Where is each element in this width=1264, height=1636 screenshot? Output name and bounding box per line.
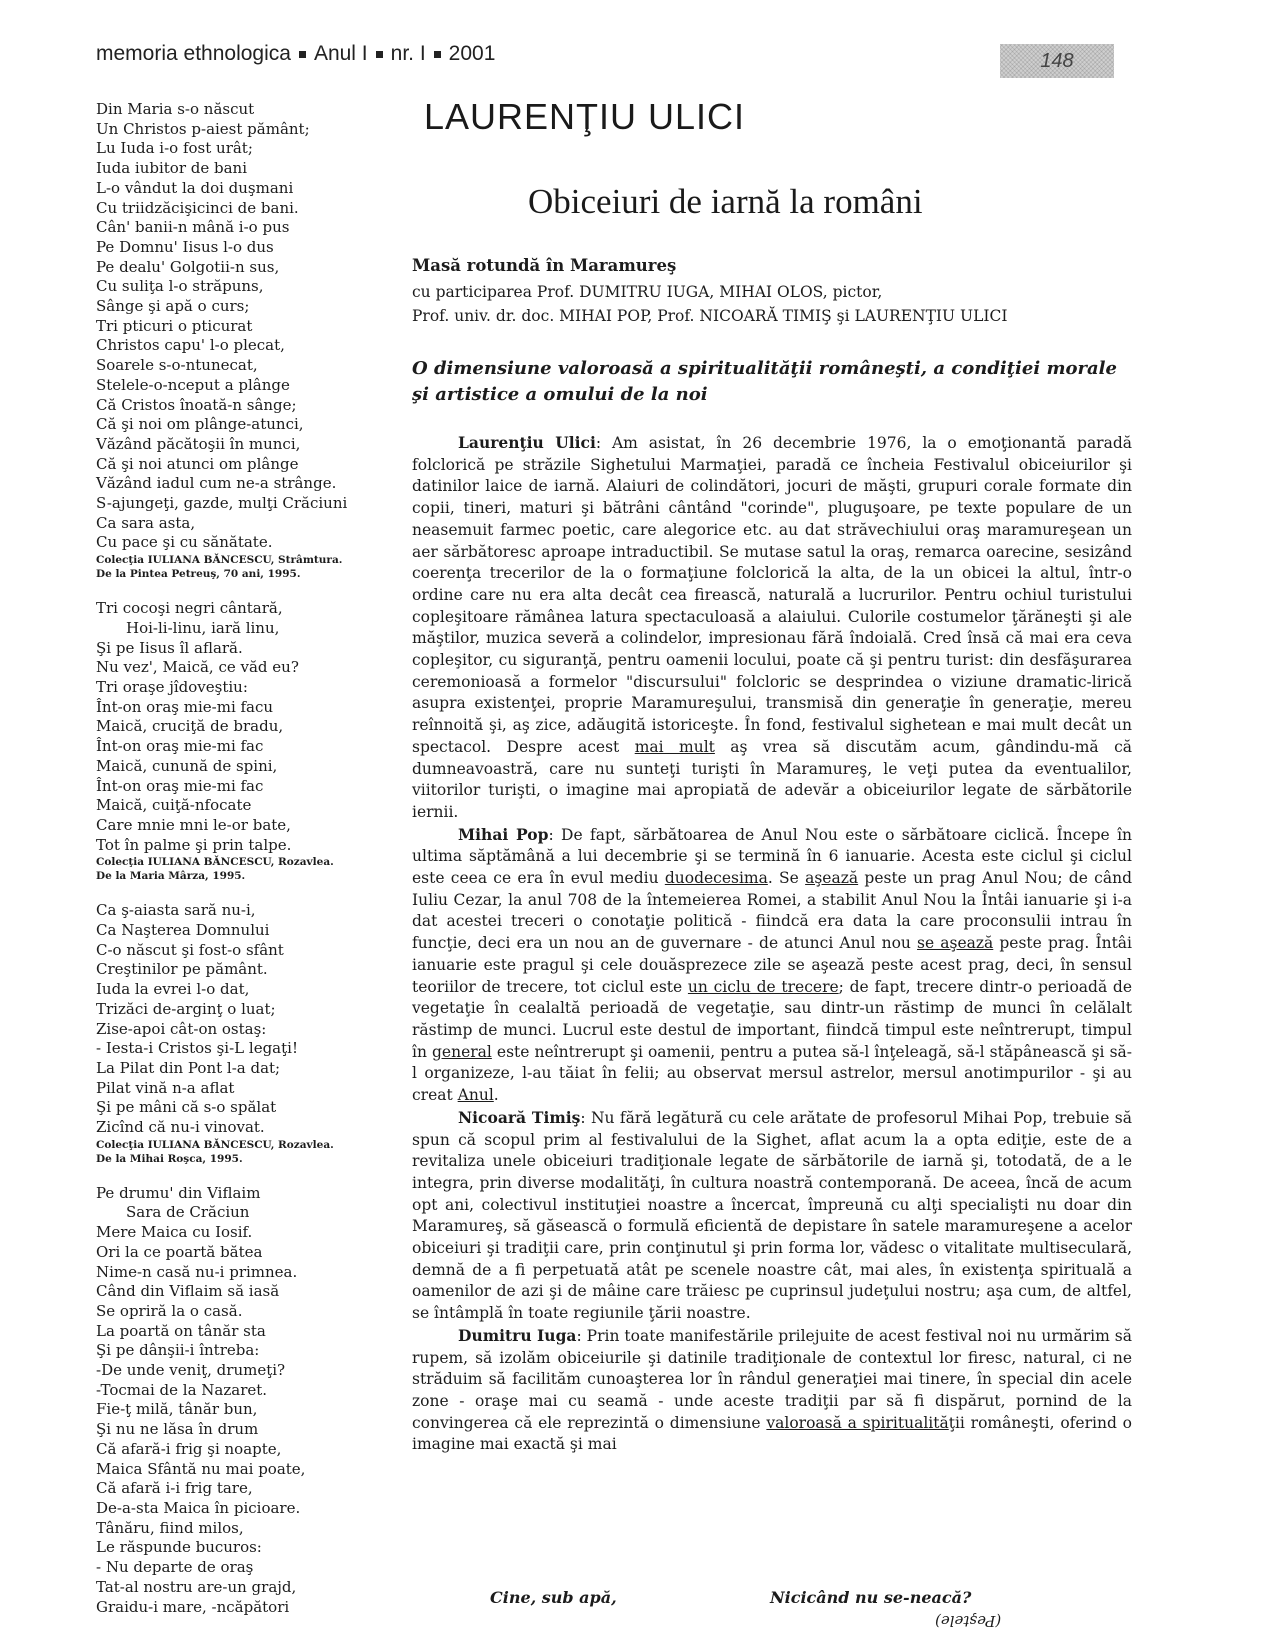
participants-line: cu participarea Prof. DUMITRU IUGA, MIHAI OLOS, pictor, xyxy=(412,283,883,301)
verse-line: Cu pace şi cu sănătate. xyxy=(96,533,273,552)
underlined-text: duodecesima xyxy=(664,869,768,888)
verse-line: Iuda iubitor de bani xyxy=(96,159,248,178)
underlined-text: un ciclu de trecere xyxy=(687,977,839,996)
poem-credit: Colecţia IULIANA BĂNCESCU, Rozavlea. xyxy=(96,856,334,869)
riddle-question-left: Cine, sub apă, xyxy=(490,1588,617,1607)
poems-column xyxy=(96,100,396,1617)
paragraph-iuga: Dumitru Iuga: Prin toate manifestările prilejuite de acest festival noi nu urmărim să rupem, să izolăm obiceiurile şi datinile tradiţionale de contextul lor firesc, natural, ci ne străduim să facilităm cunoaşterea lor în rândul generaţiei mai tinere, în special din acele zone - oraşe mai cu seamă - unde aceste tradiţii par să fi dispărut, pornind de la convingerea că ele reprezintă o dimensiune valoroasă a spiritualităţii româneşti, oferind o imagine mai exactă şi mai xyxy=(412,1325,1132,1454)
paragraph-ulici: Laurenţiu Ulici: Am asistat, în 26 decembrie 1976, la o emoţionantă paradă folclorică pe străzile Sighetului Marmaţiei, paradă ce încheia Festivalul obiceiurilor şi datinilor laice de iarnă. Alaiuri de colindători, jocuri de măşti, grupuri corale formate din copii, tineri, maturi şi bătrâni cântând "corinde", pluguşoare, pe texte populare de un neasemuit farmec poetic, care alegorice etc. au dat străvechiului oraş maramureşean un aer sărbătoresc aproape intraductibil. Se mutase satul la oraş, remarca oarecine, sesizând coerenţa trecerilor de la o formaţiune folclorică la alta, de la un obicei la altul, într-o ordine care nu era alta decât cea firească, naturală a lucrurilor. Pentru ochiul turistului copleşitoare rămânea latura spectaculoasă a alaiului. Culorile costumelor ţărăneşti şi ale măştilor, muzica severă a colindelor, impresionau fără îndoială. Cred însă că mai era ceva copleşitor, cu siguranţă, pentru oamenii locului, poate că şi pentru turist: din desfăşurarea ceremonioasă a formelor "discursului" folcloric se desprindea o viziune dramatic-lirică asupra existenţei, proprie Maramureşului, transmisă din generaţie în generaţie, mereu reînnoită şi, aş zice, adăugită istoriceşte. În fond, festivalul sighetean e mai mult decât un spectacol. Despre acest mai mult aş vrea să discutăm acum, gândindu-mă că dumneavoastră, care nu sunteţi turişti în Maramureş, le veţi putea da eventualilor, viitorilor turişti, o imagine mai apropiată de adevăr a obiceiurilor legate de sărbătorile iernii. xyxy=(412,433,1132,821)
verse-line: Pe dealu' Golgotii-n sus, xyxy=(96,257,280,276)
verse-line: Nu vez', Maică, ce văd eu? xyxy=(96,658,299,677)
verse-line: La Pilat din Pont l-a dat; xyxy=(96,1058,281,1077)
verse-line: Şi pe dânşii-i întreba: xyxy=(96,1341,260,1360)
verse-line: Ca ş-aiasta sară nu-i, xyxy=(96,901,256,920)
verse-line: Din Maria s-o născut xyxy=(96,100,255,118)
poem-credit: De la Maria Mârza, 1995. xyxy=(96,870,246,883)
verse-line: Graidu-i mare, -ncăpători xyxy=(96,1597,290,1616)
verse-line: Sara de Crăciun xyxy=(126,1203,250,1222)
poem-separator xyxy=(96,581,396,599)
poem-3 xyxy=(96,901,396,1165)
verse-line: Şi pe Iisus îl aflară. xyxy=(96,638,243,657)
verse-line: Fie-ţ milă, tânăr bun, xyxy=(96,1400,258,1419)
article-body xyxy=(412,432,1132,1456)
speaker-name: Mihai Pop xyxy=(458,824,549,844)
verse-line: Nime-n casă nu-i primnea. xyxy=(96,1262,298,1281)
square-bullet-icon xyxy=(376,51,383,58)
poem-2 xyxy=(96,599,396,883)
verse-line: -De unde veniţ, drumeţi? xyxy=(96,1361,286,1380)
participants-line: Prof. univ. dr. doc. MIHAI POP, Prof. NICOARĂ TIMIŞ şi LAURENŢIU ULICI xyxy=(412,307,1008,325)
paragraph-pop: Mihai Pop: De fapt, sărbătoarea de Anul Nou este o sărbătoare ciclică. Începe în ultima săptămână a lui decembrie şi se termină în 6 ianuarie. Acesta este ciclul şi ciclul este ceea ce era în evul mediu duodecesima. Se aşează peste un prag Anul Nou; de când Iuliu Cezar, la anul 708 de la întemeierea Romei, a stabilit Anul Nou la Întâi ianuarie şi i-a dat acestei treceri o conotaţie politică - fiindcă era data la care proconsulii intrau în funcţie, deci era un nou an de guvernare - de atunci Anul nou se aşează peste prag. Întâi ianuarie este pragul şi cele douăsprezece zile se aşează peste acest prag, deci, în sensul teoriilor de trecere, tot ciclul este un ciclu de trecere; de fapt, trecere dintr-o perioadă de vegetaţie în cealaltă perioadă de vegetaţie, sau dintr-un răstimp de munci în celălalt răstimp de munci. Lucrul este destul de important, fiindcă timpul este neîntrerupt, timpul în general este neîntrerupt şi oamenii, pentru a putea să-l înţeleagă, să-l stăpânească şi să-l organizeze, l-au tăiat în felii; au observat mersul astrelor, mersul anotimpurilor - şi au creat Anul. xyxy=(412,824,1133,1105)
verse-line: Un Christos p-aiest pământ; xyxy=(96,119,310,138)
verse-line: Înt-on oraş mie-mi fac xyxy=(96,776,264,795)
poem-credit: Colecţia IULIANA BĂNCESCU, Rozavlea. xyxy=(96,1138,334,1151)
verse-line: Maică, cunună de spini, xyxy=(96,756,278,775)
verse-line: - Nu departe de oraş xyxy=(96,1558,254,1577)
running-header xyxy=(96,42,495,66)
tagline: O dimensiune valoroasă a spiritualităţii româneşti, a condiţiei morale şi artistice a omului de la noi xyxy=(412,358,1117,405)
verse-line: Înt-on oraş mie-mi facu xyxy=(96,697,274,716)
verse-line: Care mnie mni le-or bate, xyxy=(96,815,291,834)
verse-line: - Iesta-i Cristos şi-L legaţi! xyxy=(96,1039,298,1058)
poem-1 xyxy=(96,100,396,581)
underlined-text: mai mult xyxy=(634,737,715,756)
author-name: LAURENŢIU ULICI xyxy=(424,96,746,137)
round-table-heading: Masă rotundă în Maramureş xyxy=(412,256,677,275)
square-bullet-icon xyxy=(299,51,306,58)
speaker-name: Laurenţiu Ulici xyxy=(458,433,596,452)
verse-line: Soarele s-o-ntunecat, xyxy=(96,356,258,375)
verse-line: Stelele-o-nceput a plânge xyxy=(96,375,290,394)
verse-line: Zise-apoi cât-on ostaş: xyxy=(96,1019,267,1038)
verse-line: Hoi-li-linu, iară linu, xyxy=(126,618,280,637)
verse-line: Că afară-i frig şi noapte, xyxy=(96,1439,282,1458)
verse-line: Ca sara asta, xyxy=(96,513,196,532)
verse-line: Că şi noi om plânge-atunci, xyxy=(96,415,304,434)
year: 2001 xyxy=(448,42,496,65)
verse-line: Că afară i-i frig tare, xyxy=(96,1479,253,1498)
riddle-answer-upside-down: (Peştele) xyxy=(935,1612,1002,1630)
paragraph-timis: Nicoară Timiş: Nu fără legătură cu cele arătate de profesorul Mihai Pop, trebuie să spun că scopul prim al festivalului de la Sighet, aflat acum la a opta ediţie, este de a revitaliza unele obiceiuri tradiţionale legate de sărbătorile de iarnă şi, totodată, de a le integra, prin diverse modalităţi, în cultura noastră contemporană. De aceea, încă de acum opt ani, colectivul instituţiei noastre a încercat, împreună cu alţi specialişti nu doar din Maramureş, să găsească o formulă eficientă de depistare în satele maramureşene a acelor obiceiuri şi tradiţii care, prin conţinutul şi prin forma lor, vădesc o vitalitate multiseculară, demnă de a fi perpetuată atât pe scenele noastre cât, mai ales, în existenţa spirituală a oamenilor de azi şi de mâine care trăiesc pe cuprinsul judeţului nostru; aşa cum, de altfel, se întâmplă în toate regiunile ţării noastre. xyxy=(412,1107,1133,1323)
participants xyxy=(412,280,1132,328)
verse-line: Ca Naşterea Domnului xyxy=(96,921,270,940)
speaker-name: Nicoară Timiş xyxy=(458,1107,581,1127)
verse-line: Şi nu ne lăsa în drum xyxy=(96,1420,259,1439)
verse-line: L-o vândut la doi duşmani xyxy=(96,178,294,197)
verse-line: -Tocmai de la Nazaret. xyxy=(96,1380,268,1399)
verse-line: Iuda la evrei l-o dat, xyxy=(96,980,250,999)
article-title: Obiceiuri de iarnă la români xyxy=(528,182,923,221)
verse-line: Maică, cuiţă-nfocate xyxy=(96,796,252,815)
verse-line: Trizăci de-arginţ o luat; xyxy=(96,999,276,1018)
underlined-text: Anul xyxy=(457,1086,494,1105)
verse-line: Văzând păcătoşii în munci, xyxy=(96,434,301,453)
verse-line: S-ajungeţi, gazde, mulţi Crăciuni xyxy=(96,494,348,513)
verse-line: Văzând iadul cum ne-a strânge. xyxy=(96,474,337,493)
underlined-text: general xyxy=(432,1042,492,1061)
verse-line: Că Cristos înoată-n sânge; xyxy=(96,395,297,414)
verse-line: Şi pe mâni că s-o spălat xyxy=(96,1098,277,1117)
verse-line: Că şi noi atunci om plânge xyxy=(96,454,299,473)
underlined-text: se aşează xyxy=(917,934,994,953)
verse-line: Tat-al nostru are-un grajd, xyxy=(96,1577,297,1596)
verse-line: Tot în palme şi prin talpe. xyxy=(96,835,292,854)
verse-line: Zicînd că nu-i vinovat. xyxy=(96,1118,265,1137)
poem-credit: De la Pintea Petreuş, 70 ani, 1995. xyxy=(96,568,301,581)
verse-line: Maică, cruciţă de bradu, xyxy=(96,717,284,736)
verse-line: Ori la ce poartă bătea xyxy=(96,1242,263,1261)
verse-line: Creştinilor pe pământ. xyxy=(96,960,268,979)
poem-separator xyxy=(96,1166,396,1184)
verse-line: Când din Viflaim să iasă xyxy=(96,1282,280,1301)
verse-line: Tri oraşe jîdoveştiu: xyxy=(96,677,248,696)
verse-line: Pe drumu' din Viflaim xyxy=(96,1183,261,1202)
verse-line: Înt-on oraş mie-mi fac xyxy=(96,737,264,756)
verse-line: Se opriră la o casă. xyxy=(96,1301,243,1320)
square-bullet-icon xyxy=(434,51,441,58)
verse-line: Tânăru, fiind milos, xyxy=(96,1518,244,1537)
verse-line: Cu suliţa l-o străpuns, xyxy=(96,277,264,296)
page-number: 148 xyxy=(1000,44,1114,78)
verse-line: Mere Maica cu Iosif. xyxy=(96,1223,253,1242)
speaker-name: Dumitru Iuga xyxy=(458,1325,577,1345)
verse-line: De-a-sta Maica în picioare. xyxy=(96,1499,301,1517)
verse-line: Tri pticuri o pticurat xyxy=(96,316,253,335)
issue-number: nr. I xyxy=(390,42,426,65)
underlined-text: aşează xyxy=(805,869,859,888)
verse-line: Pe Domnu' Iisus l-o dus xyxy=(96,237,274,256)
poem-4 xyxy=(96,1184,396,1617)
journal-name: memoria ethnologica xyxy=(96,42,291,65)
verse-line: Cu triidzăcişicinci de bani. xyxy=(96,198,299,217)
verse-line: Christos capu' l-o plecat, xyxy=(96,336,285,355)
verse-line: Lu Iuda i-o fost urât; xyxy=(96,139,253,158)
riddle-question-right: Nicicând nu se-neacă? xyxy=(770,1588,972,1607)
verse-line: Cân' banii-n mână i-o pus xyxy=(96,218,290,237)
verse-line: Sânge şi apă o curs; xyxy=(96,297,250,316)
verse-line: La poartă on tânăr sta xyxy=(96,1321,266,1340)
volume: Anul I xyxy=(313,42,368,65)
poem-credit: De la Mihai Roşca, 1995. xyxy=(96,1152,243,1165)
verse-line: Maica Sfântă nu mai poate, xyxy=(96,1459,306,1478)
verse-line: Tri cocoşi negri cântară, xyxy=(96,599,283,618)
verse-line: C-o născut şi fost-o sfânt xyxy=(96,940,284,959)
underlined-text: valoroasă a spiritualită xyxy=(766,1413,949,1432)
poem-separator xyxy=(96,883,396,901)
verse-line: Pilat vină n-a aflat xyxy=(96,1078,235,1097)
poem-credit: Colecţia IULIANA BĂNCESCU, Strâmtura. xyxy=(96,554,343,567)
verse-line: Le răspunde bucuros: xyxy=(96,1538,262,1557)
